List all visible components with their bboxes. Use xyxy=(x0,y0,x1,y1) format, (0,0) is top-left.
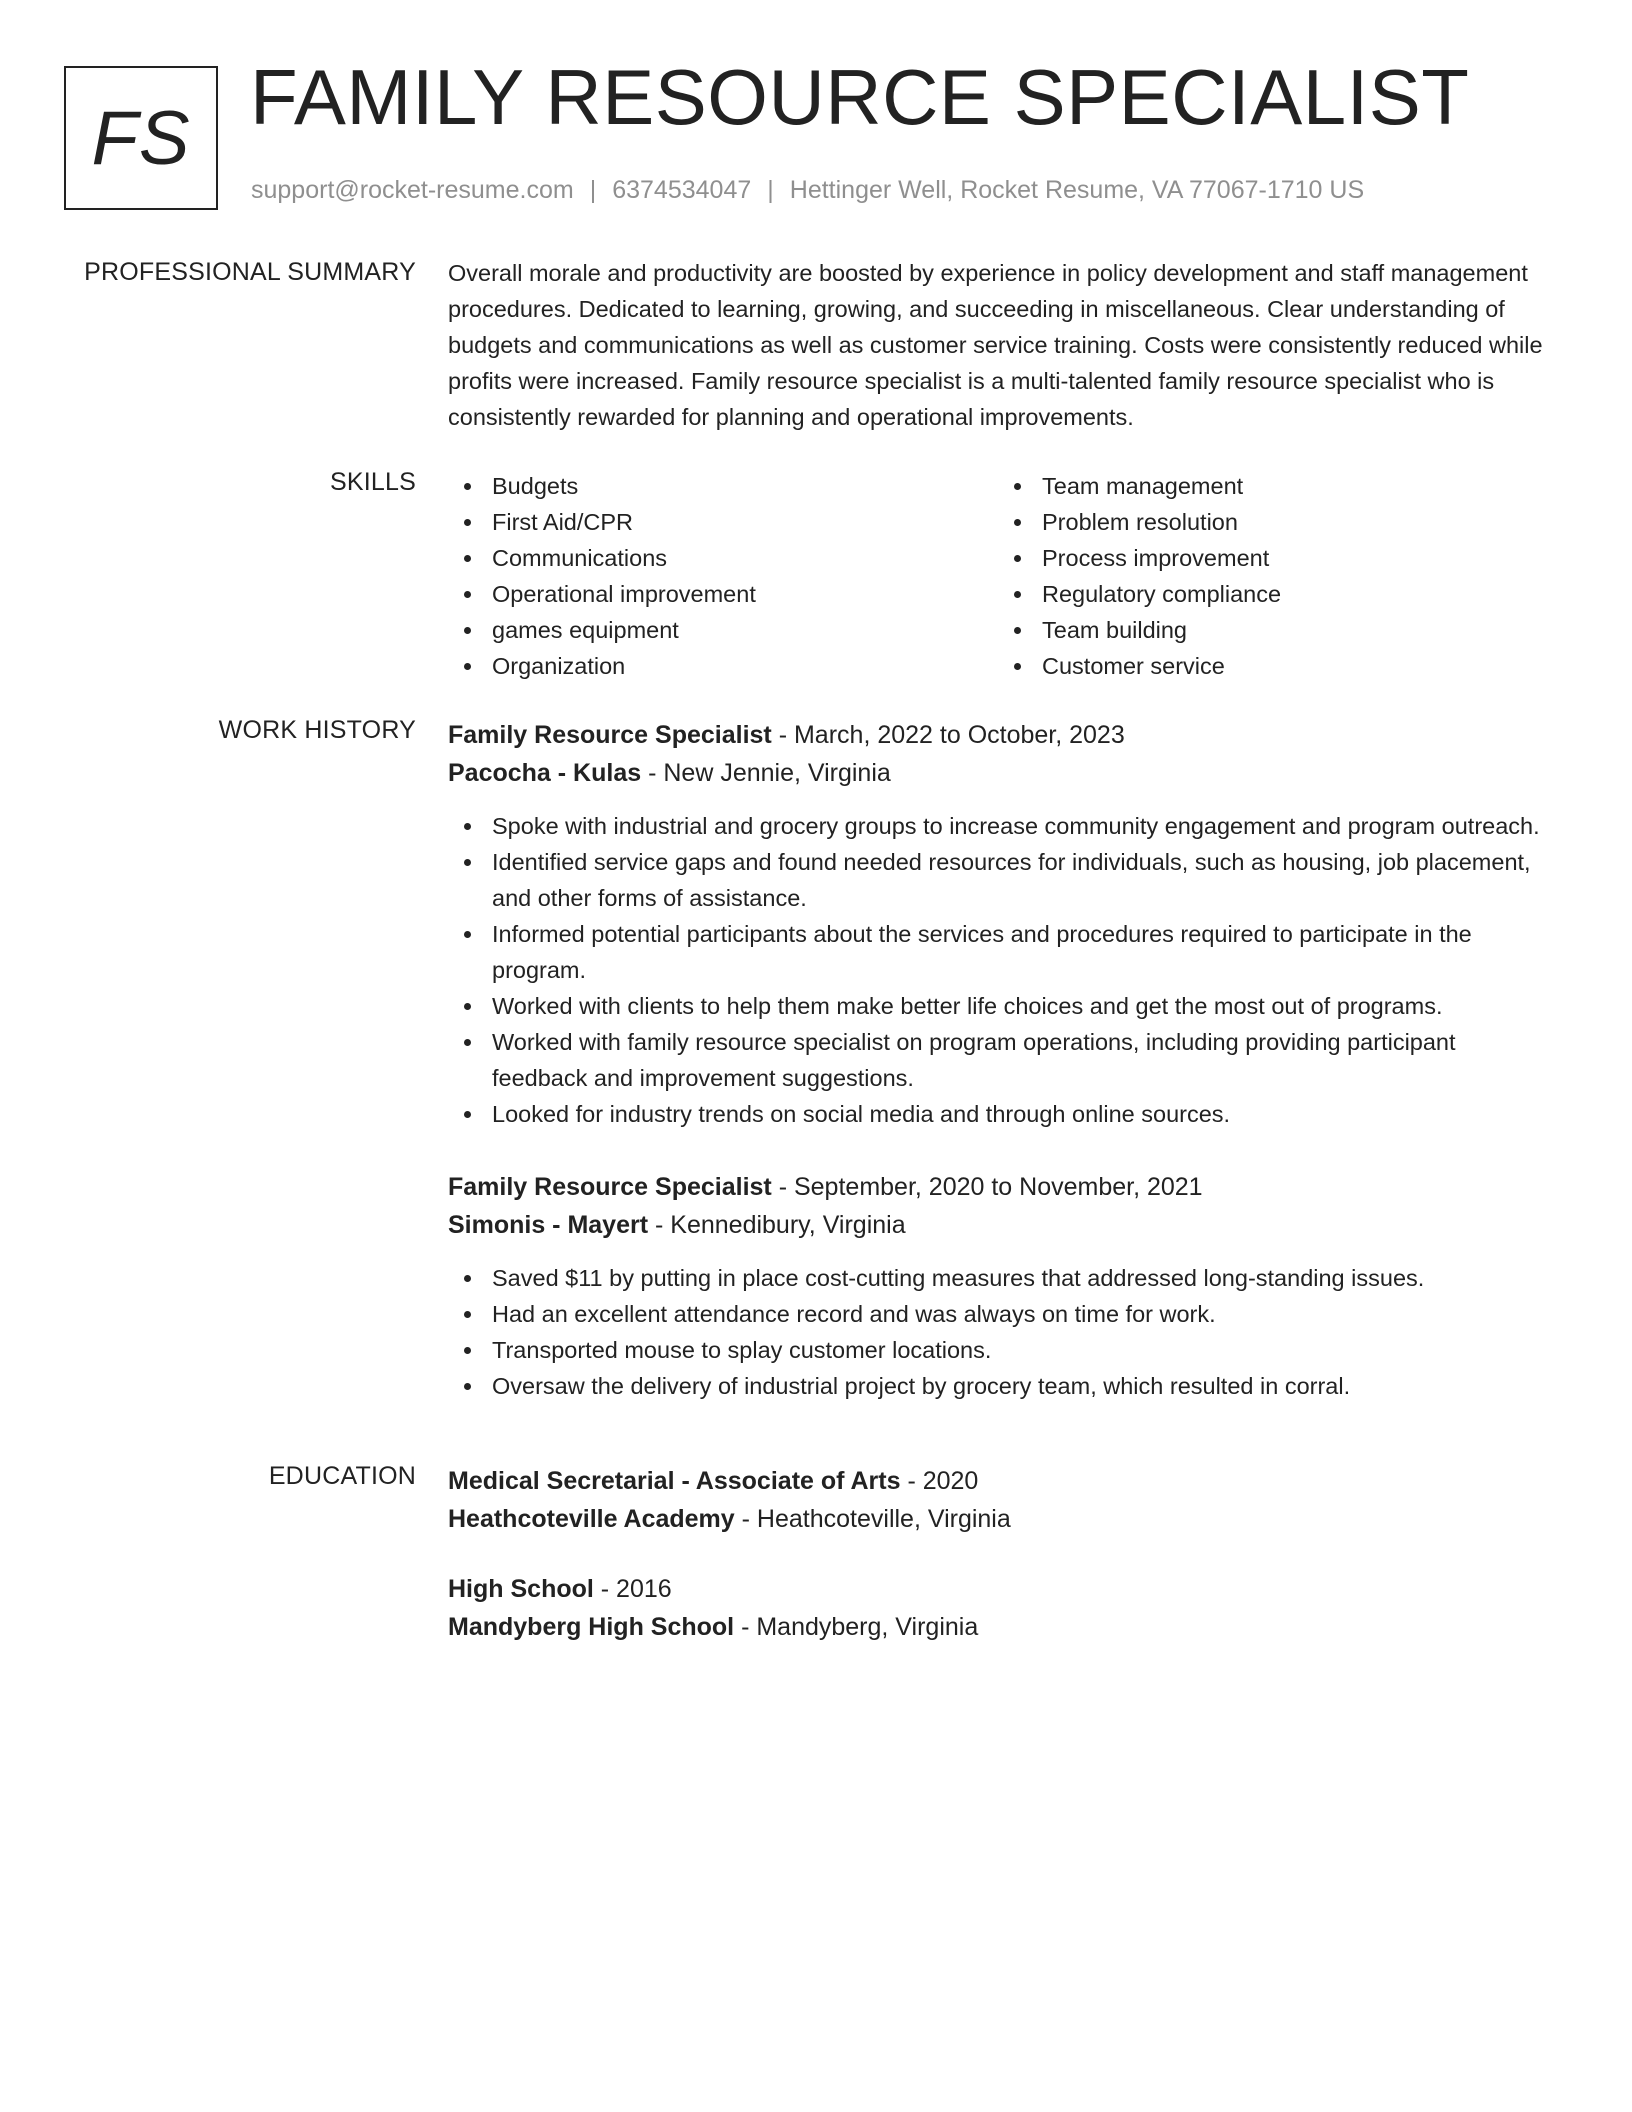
education-year: - 2020 xyxy=(900,1467,979,1495)
skill-item: Regulatory compliance xyxy=(998,576,1548,612)
education-school-line xyxy=(448,1500,1548,1538)
job-title: Family Resource Specialist xyxy=(448,1173,772,1201)
contact-email: support@rocket-resume.com xyxy=(251,176,574,204)
education-list xyxy=(448,1462,1548,1678)
skill-item: Budgets xyxy=(448,468,998,504)
education-degree-line xyxy=(448,1462,1548,1500)
skill-item: Customer service xyxy=(998,648,1548,684)
job-title-line xyxy=(448,1168,1548,1206)
education-school: Heathcoteville Academy xyxy=(448,1505,735,1533)
skills-column-right xyxy=(998,468,1548,684)
summary-text: Overall morale and productivity are boosted by experience in policy development and staff management procedures. Dedicated to learning, growing, and succeeding in miscellaneous. Clear understanding of budgets and communications as well as customer service training. Costs were consistently reduced while profits were increased. Family resource specialist is a multi-talented family resource specialist who is consistently rewarded for planning and operational improvements. xyxy=(448,260,1543,430)
job-location: - New Jennie, Virginia xyxy=(641,759,891,787)
skill-item: Operational improvement xyxy=(448,576,998,612)
education-degree: Medical Secretarial - Associate of Arts xyxy=(448,1467,901,1495)
resume-title: FAMILY RESOURCE SPECIALIST xyxy=(250,53,1470,141)
skill-item: games equipment xyxy=(448,612,998,648)
job-bullet: Saved $11 by putting in place cost-cutting measures that addressed long-standing issues. xyxy=(448,1260,1548,1296)
monogram-initials: FS xyxy=(64,66,218,210)
skill-item: Problem resolution xyxy=(998,504,1548,540)
job-bullets xyxy=(448,1260,1548,1404)
skill-item: First Aid/CPR xyxy=(448,504,998,540)
job-company-line xyxy=(448,1206,1548,1244)
skill-item: Organization xyxy=(448,648,998,684)
education-school-line xyxy=(448,1608,1548,1646)
job-company: Simonis - Mayert xyxy=(448,1211,649,1239)
job-bullet: Looked for industry trends on social media and through online sources. xyxy=(448,1096,1548,1132)
education-entry xyxy=(448,1570,1548,1646)
job-bullets xyxy=(448,808,1548,1132)
job-bullet: Worked with family resource specialist on program operations, including providing participant feedback and improvement suggestions. xyxy=(448,1024,1548,1096)
skill-item: Team building xyxy=(998,612,1548,648)
education-entry xyxy=(448,1462,1548,1538)
job-bullet: Identified service gaps and found needed resources for individuals, such as housing, job placement, and other forms of assistance. xyxy=(448,844,1548,916)
education-heading: EDUCATION xyxy=(268,1462,416,1490)
contact-address: Hettinger Well, Rocket Resume, VA 77067-1710 US xyxy=(789,176,1365,204)
skills-list xyxy=(448,468,1548,684)
job-location: - Kennedibury, Virginia xyxy=(648,1211,906,1239)
education-location: - Heathcoteville, Virginia xyxy=(734,1505,1011,1533)
skill-item: Process improvement xyxy=(998,540,1548,576)
skill-item: Communications xyxy=(448,540,998,576)
job-dates: - September, 2020 to November, 2021 xyxy=(771,1173,1203,1201)
job-title: Family Resource Specialist xyxy=(448,721,772,749)
education-location: - Mandyberg, Virginia xyxy=(734,1613,979,1641)
work-history-list xyxy=(448,716,1548,1440)
job-bullet: Spoke with industrial and grocery groups to increase community engagement and program outreach. xyxy=(448,808,1548,844)
contact-line xyxy=(251,176,1364,205)
education-degree: High School xyxy=(448,1575,594,1603)
job-entry xyxy=(448,1168,1548,1404)
contact-separator: | xyxy=(767,176,774,204)
skills-column-left xyxy=(448,468,998,684)
education-degree-line xyxy=(448,1570,1548,1608)
contact-separator: | xyxy=(589,176,597,204)
job-dates: - March, 2022 to October, 2023 xyxy=(771,721,1125,749)
education-school: Mandyberg High School xyxy=(448,1613,735,1641)
job-company: Pacocha - Kulas xyxy=(448,759,642,787)
job-bullet: Transported mouse to splay customer locations. xyxy=(448,1332,1548,1368)
job-bullet: Informed potential participants about the services and procedures required to participate in the program. xyxy=(448,916,1548,988)
skill-item: Team management xyxy=(998,468,1548,504)
contact-phone: 6374534047 xyxy=(612,176,752,204)
job-bullet: Worked with clients to help them make better life choices and get the most out of programs. xyxy=(448,988,1548,1024)
job-company-line xyxy=(448,754,1548,792)
job-bullet: Oversaw the delivery of industrial project by grocery team, which resulted in corral. xyxy=(448,1368,1548,1404)
job-bullet: Had an excellent attendance record and was always on time for work. xyxy=(448,1296,1548,1332)
job-title-line xyxy=(448,716,1548,754)
skills-heading: SKILLS xyxy=(330,468,416,496)
education-year: - 2016 xyxy=(593,1575,672,1603)
summary-heading: PROFESSIONAL SUMMARY xyxy=(84,258,416,286)
work-history-heading: WORK HISTORY xyxy=(218,716,416,744)
job-entry xyxy=(448,716,1548,1132)
